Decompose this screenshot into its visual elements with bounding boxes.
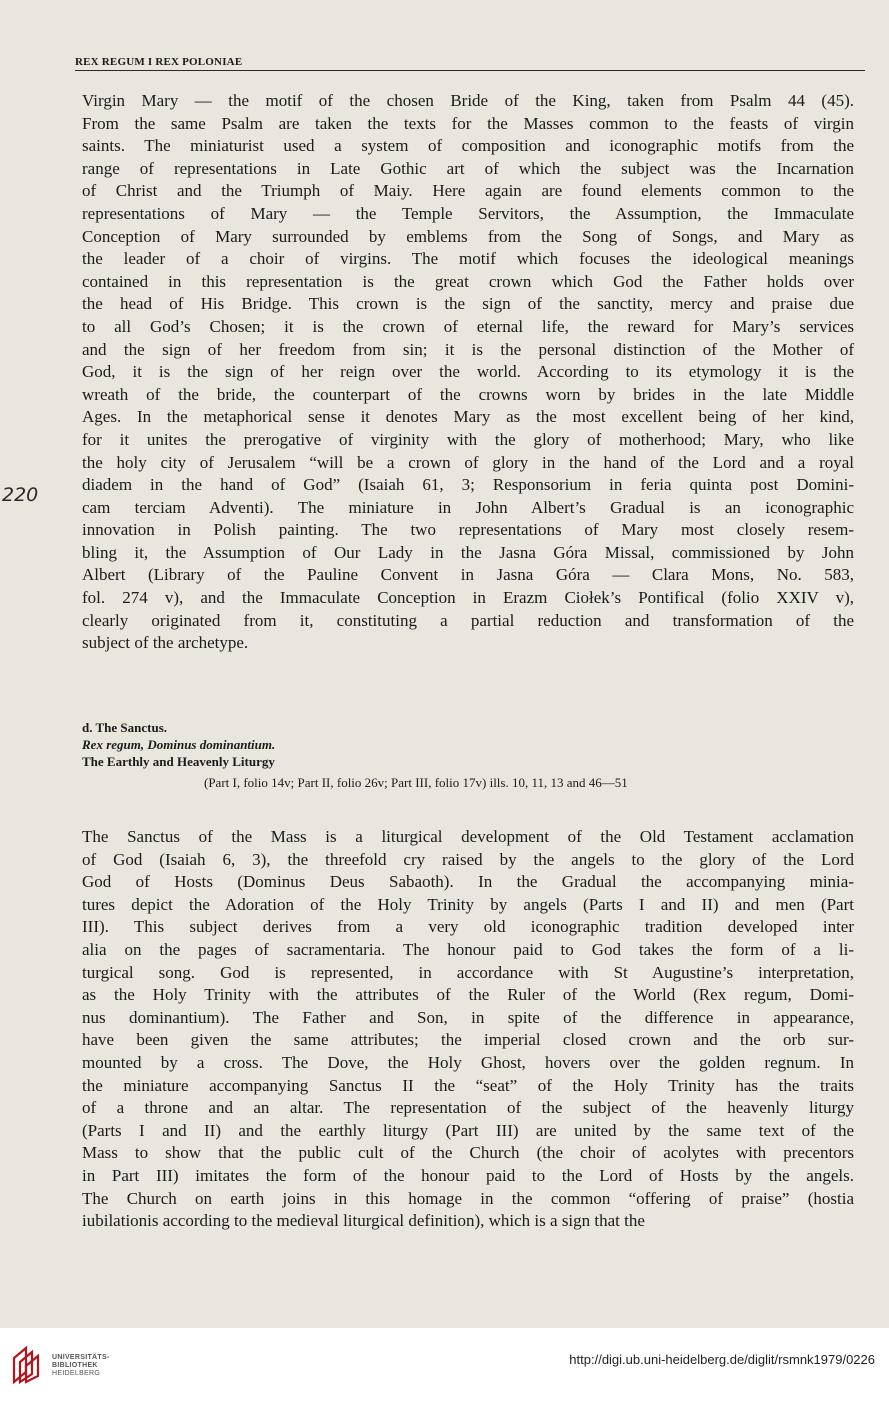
text-line: cam terciam Adventi). The miniature in John Albert’s Gradual is an iconographic	[82, 497, 854, 517]
text-line: Ages. In the metaphorical sense it denotes Mary as the most excellent being of her kind,	[82, 407, 854, 427]
permalink-url[interactable]: http://digi.ub.uni-heidelberg.de/diglit/rsmnk1979/0226	[569, 1352, 875, 1367]
text-line: Virgin Mary — the motif of the chosen Bride of the King, taken from Psalm 44 (45).	[82, 91, 854, 110]
text-line: the miniature accompanying Sanctus II the “seat” of the Holy Trinity has the traits	[82, 1075, 854, 1095]
text-line: the head of His Bridge. This crown is the sign of the sanctity, mercy and praise due	[82, 294, 854, 314]
library-name-line: HEIDELBERG	[52, 1370, 101, 1377]
text-line: tures depict the Adoration of the Holy Trinity by angels (Parts I and II) and men (Part	[82, 894, 854, 914]
paragraph-virgin-mary	[82, 90, 854, 655]
text-line: in Part III) imitates the form of the honour paid to the Lord of Hosts by the angels.	[82, 1165, 854, 1185]
footer-bar	[0, 1328, 889, 1402]
section-label: d. The Sanctus.	[82, 720, 168, 735]
text-line: turgical song. God is represented, in accordance with St Augustine’s interpretation,	[82, 962, 854, 982]
text-line: range of representations in Late Gothic art of which the subject was the Incarnation	[82, 158, 854, 178]
text-line: From the same Psalm are taken the texts for the Masses common to the feasts of virgin	[82, 113, 854, 133]
library-name-line: UNIVERSITÄTS-	[52, 1354, 110, 1361]
text-line: innovation in Polish painting. The two representations of Mary most closely resem-	[82, 520, 854, 540]
text-line: representations of Mary — the Temple Servitors, the Assumption, the Immaculate	[82, 203, 854, 223]
section-parts-reference: (Part I, folio 14v; Part II, folio 26v; Part III, folio 17v) ills. 10, 11, 13 and 46—51	[204, 775, 628, 790]
text-line: of Christ and the Triumph of Maiy. Here again are found elements common to the	[82, 181, 854, 201]
text-line: and the sign of her freedom from sin; it is the personal distinction of the Mother of	[82, 339, 854, 359]
text-line: for it unites the prerogative of virginity with the glory of motherhood; Mary, who like	[82, 429, 854, 449]
text-line: the holy city of Jerusalem “will be a crown of glory in the hand of the Lord and a royal	[82, 452, 854, 472]
text-line: God, it is the sign of her reign over the world. According to its etymology it is the	[82, 362, 854, 382]
text-line: Conception of Mary surrounded by emblems from the Song of Songs, and Mary as	[82, 226, 854, 246]
text-line: diadem in the hand of God” (Isaiah 61, 3; Responsorium in feria quinta post Domini-	[82, 475, 854, 495]
text-line: The Church on earth joins in this homage in the common “offering of praise” (hostia	[82, 1188, 854, 1208]
text-line: the leader of a choir of virgins. The motif which focuses the ideological meanings	[82, 249, 854, 269]
header-rule	[75, 70, 865, 71]
text-line: (Parts I and II) and the earthly liturgy (Part III) are united by the same text of the	[82, 1120, 854, 1140]
text-line: subject of the archetype.	[82, 633, 249, 653]
text-line: God of Hosts (Dominus Deus Sabaoth). In the Gradual the accompanying minia-	[82, 872, 854, 892]
text-line: iubilationis according to the medieval liturgical definition), which is a sign that the	[82, 1211, 645, 1231]
university-library-logo-icon	[10, 1344, 44, 1384]
library-name-line: BIBLIOTHEK	[52, 1362, 98, 1369]
section-heading	[82, 719, 275, 770]
text-line: Mass to show that the public cult of the Church (the choir of acolytes with precentors	[82, 1143, 854, 1163]
margin-page-number: 220	[2, 484, 39, 506]
text-line: to all God’s Chosen; it is the crown of eternal life, the reward for Mary’s services	[82, 316, 854, 336]
paragraph-sanctus	[82, 826, 854, 1233]
text-line: saints. The miniaturist used a system of composition and iconographic motifs from the	[82, 136, 854, 156]
text-line: of God (Isaiah 6, 3), the threefold cry raised by the angels to the glory of the Lord	[82, 849, 854, 869]
text-line: have been given the same attributes; the imperial closed crown and the orb sur-	[82, 1030, 854, 1050]
text-line: fol. 274 v), and the Immaculate Conception in Erazm Ciołek’s Pontifical (folio XXIV v),	[82, 588, 854, 608]
text-line: III). This subject derives from a very old iconographic tradition developed inter	[82, 917, 854, 937]
text-line: Albert (Library of the Pauline Convent in Jasna Góra — Clara Mons, No. 583,	[82, 565, 854, 585]
text-line: as the Holy Trinity with the attributes of the Ruler of the World (Rex regum, Domi-	[82, 985, 854, 1005]
text-line: mounted by a cross. The Dove, the Holy Ghost, hovers over the golden regnum. In	[82, 1052, 854, 1072]
text-line: bling it, the Assumption of Our Lady in the Jasna Góra Missal, commissioned by John	[82, 542, 854, 562]
text-line: clearly originated from it, constituting a partial reduction and transformation of the	[82, 610, 854, 630]
section-english-title: The Earthly and Heavenly Liturgy	[82, 754, 275, 769]
text-line: alia on the pages of sacramentaria. The honour paid to God takes the form of a li-	[82, 939, 854, 959]
text-line: of a throne and an altar. The representation of the subject of the heavenly liturgy	[82, 1098, 854, 1118]
section-latin-title: Rex regum, Dominus dominantium.	[82, 737, 276, 752]
text-line: contained in this representation is the great crown which God the Father holds over	[82, 271, 854, 291]
library-name	[52, 1354, 110, 1378]
text-line: wreath of the bride, the counterpart of the crowns worn by brides in the late Middle	[82, 384, 854, 404]
text-line: The Sanctus of the Mass is a liturgical development of the Old Testament acclamation	[82, 827, 854, 846]
running-head: REX REGUM I REX POLONIAE	[75, 56, 243, 68]
text-line: nus dominantium). The Father and Son, in spite of the difference in appearance,	[82, 1007, 854, 1027]
